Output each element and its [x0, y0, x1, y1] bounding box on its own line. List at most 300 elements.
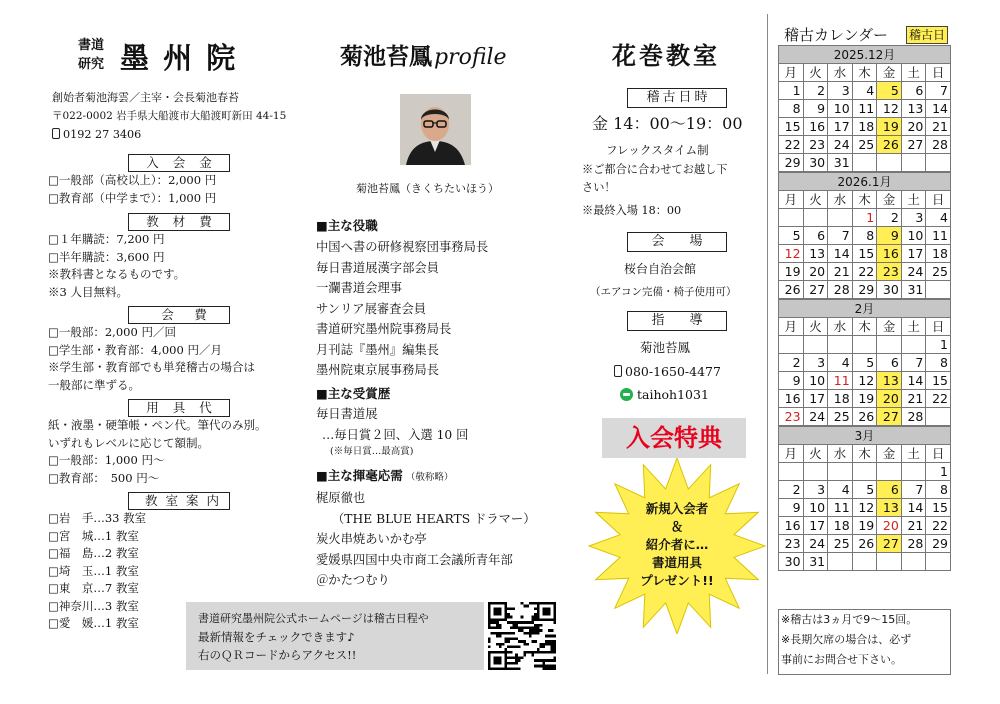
burst-line: 紹介者に… — [645, 537, 709, 552]
day-cell: 5 — [877, 82, 902, 100]
day-cell: 21 — [828, 263, 853, 281]
day-cell — [926, 553, 951, 571]
panel-divider — [767, 14, 768, 674]
perk-title: 入会特典 — [602, 418, 746, 458]
list-item: □教育部： 500 円～ — [48, 470, 160, 485]
weekday-header: 水 — [828, 445, 853, 463]
day-cell: 17 — [803, 390, 828, 408]
list-item: 書道研究墨州院事務局長 — [316, 322, 452, 336]
week-row — [779, 263, 951, 281]
list-item: □岩 手…33 教室 — [48, 511, 147, 525]
day-cell: 9 — [803, 100, 828, 118]
day-cell: 8 — [926, 354, 951, 372]
banner-text — [198, 610, 429, 664]
dues-label: 会 費 — [128, 306, 230, 324]
day-cell: 3 — [828, 82, 853, 100]
founder-line: 創始者菊池海雲／主宰・会長菊池春苔 — [52, 91, 239, 104]
weekday-header: 日 — [926, 64, 951, 82]
burst-line: 新規入会者 — [645, 501, 709, 516]
weekday-header: 日 — [926, 445, 951, 463]
day-cell: 3 — [901, 209, 926, 227]
day-cell: 12 — [779, 245, 804, 263]
day-cell — [901, 463, 926, 481]
weekday-header: 水 — [828, 191, 853, 209]
burst-line: 書道用具 — [651, 555, 702, 570]
day-cell: 17 — [901, 245, 926, 263]
day-cell — [779, 463, 804, 481]
day-cell: 14 — [901, 499, 926, 517]
day-cell: 5 — [852, 481, 877, 499]
weekday-header: 木 — [852, 64, 877, 82]
day-cell: 26 — [877, 136, 902, 154]
day-cell: 31 — [803, 553, 828, 571]
day-cell: 25 — [828, 408, 853, 426]
day-cell: 10 — [803, 499, 828, 517]
list-item: ※学生部・教育部でも単発稽古の場合は — [48, 360, 255, 374]
month-header: 2026.1月 — [778, 172, 951, 190]
list-item: □１年購読：7,200 円 — [48, 232, 165, 246]
day-cell: 14 — [926, 100, 951, 118]
works-heading — [316, 468, 453, 486]
day-cell: 20 — [901, 118, 926, 136]
day-cell — [779, 209, 804, 227]
rooms-label: 教室案内 — [128, 492, 230, 510]
day-cell: 6 — [877, 481, 902, 499]
day-cell — [828, 336, 853, 354]
list-item: ※教科書となるものです。 — [48, 267, 186, 281]
day-cell: 14 — [901, 372, 926, 390]
phone-icon — [52, 128, 60, 139]
weekday-header: 月 — [779, 445, 804, 463]
day-cell: 23 — [803, 136, 828, 154]
venue-note: （エアコン完備・椅子使用可） — [590, 286, 737, 298]
day-cell: 12 — [852, 499, 877, 517]
burst-line: ＆ — [670, 519, 684, 534]
weekday-header: 水 — [828, 318, 853, 336]
day-cell: 19 — [877, 118, 902, 136]
day-cell: 25 — [828, 535, 853, 553]
day-cell: 28 — [926, 136, 951, 154]
works-heading-text: ■主な揮毫応需 — [316, 468, 403, 483]
day-cell: 24 — [803, 535, 828, 553]
day-cell: 2 — [877, 209, 902, 227]
rooms-list — [48, 510, 146, 633]
banner-line-3: 右のＱＲコードからアクセス!! — [198, 648, 357, 662]
week-row — [779, 553, 951, 571]
weekday-header: 木 — [852, 445, 877, 463]
list-item: 墨州院東京展事務局長 — [316, 363, 439, 377]
tools-list — [48, 417, 267, 487]
school-logo — [78, 34, 278, 74]
day-cell: 4 — [926, 209, 951, 227]
day-cell: 8 — [926, 481, 951, 499]
day-cell: 29 — [779, 154, 804, 172]
banner-line-2: 最新情報をチェックできます♪ — [198, 630, 355, 644]
list-item: □埼 玉…1 教室 — [48, 563, 139, 578]
week-row — [779, 100, 951, 118]
weekday-header: 土 — [901, 445, 926, 463]
day-cell: 31 — [828, 154, 853, 172]
day-cell: 24 — [901, 263, 926, 281]
day-cell: 10 — [803, 372, 828, 390]
day-cell — [803, 463, 828, 481]
weekday-header: 月 — [779, 64, 804, 82]
list-item: 紙・液墨・硬筆帳・ペン代。筆代のみ別。 — [48, 418, 267, 432]
day-cell: 9 — [779, 499, 804, 517]
day-cell: 11 — [852, 100, 877, 118]
day-cell: 18 — [852, 118, 877, 136]
list-item: 愛媛県四国中央市商工会議所青年部 — [316, 552, 513, 567]
day-cell: 30 — [877, 281, 902, 299]
address: 〒022-0002 岩手県大船渡市大船渡町新田 44-15 — [52, 110, 287, 122]
day-cell: 15 — [926, 499, 951, 517]
day-cell: 12 — [852, 372, 877, 390]
flextime: フレックスタイム制 — [606, 143, 709, 157]
day-cell — [901, 553, 926, 571]
day-cell — [926, 154, 951, 172]
day-cell: 30 — [803, 154, 828, 172]
calendar — [778, 45, 951, 571]
day-cell: 7 — [901, 481, 926, 499]
day-cell — [803, 209, 828, 227]
list-item: □一般部（高校以上）：2,000 円 — [48, 173, 217, 187]
day-cell: 15 — [779, 118, 804, 136]
day-cell — [877, 336, 902, 354]
materials-label: 教材費 — [128, 213, 230, 231]
day-cell — [901, 336, 926, 354]
day-cell: 15 — [926, 372, 951, 390]
day-cell: 9 — [779, 372, 804, 390]
day-cell: 19 — [779, 263, 804, 281]
list-item: ※3 人目無料。 — [48, 284, 128, 299]
day-cell: 28 — [901, 408, 926, 426]
day-cell: 23 — [779, 535, 804, 553]
materials-list — [48, 231, 185, 301]
school-phone: 0192 27 3406 — [63, 128, 142, 141]
day-cell: 31 — [901, 281, 926, 299]
day-cell: 28 — [828, 281, 853, 299]
calendar-notes — [778, 609, 951, 675]
weekday-header: 月 — [779, 318, 804, 336]
legend-badge: 稽古日 — [906, 26, 948, 44]
day-cell: 24 — [803, 408, 828, 426]
weekday-header: 火 — [803, 64, 828, 82]
weekday-header: 土 — [901, 191, 926, 209]
day-cell: 3 — [803, 354, 828, 372]
day-cell: 27 — [877, 535, 902, 553]
day-cell — [877, 154, 902, 172]
day-cell: 24 — [828, 136, 853, 154]
weekday-header: 火 — [803, 191, 828, 209]
day-cell: 19 — [852, 390, 877, 408]
teacher-label: 指 導 — [627, 311, 727, 331]
week-row — [779, 82, 951, 100]
profile-name-title: 菊池苔鳳 — [340, 43, 432, 70]
day-cell: 11 — [828, 499, 853, 517]
roles-list — [316, 237, 488, 381]
weekday-header: 土 — [901, 64, 926, 82]
day-cell: 5 — [779, 227, 804, 245]
tools-label: 用具代 — [128, 399, 230, 417]
contact-phone: 080-1650-4477 — [625, 364, 721, 379]
weekday-header: 月 — [779, 191, 804, 209]
day-cell — [828, 463, 853, 481]
works-heading-note: （敬称略） — [405, 472, 454, 483]
day-cell: 2 — [779, 354, 804, 372]
line-app-icon — [620, 388, 633, 401]
note-2: ※最終入場 18：00 — [582, 204, 682, 217]
day-cell: 7 — [926, 82, 951, 100]
list-item: サンリア展審査会員 — [316, 301, 427, 316]
week-row — [779, 336, 951, 354]
weekday-header: 日 — [926, 318, 951, 336]
calendar-note: ※稽古は3ヵ月で9～15回。 — [781, 613, 918, 626]
day-cell: 14 — [828, 245, 853, 263]
calendar-note: 事前にお問合せ下さい。 — [781, 653, 902, 666]
day-cell: 4 — [828, 354, 853, 372]
venue-label: 会 場 — [627, 232, 727, 252]
award-item: 毎日書道展 — [316, 407, 378, 421]
day-cell — [877, 553, 902, 571]
day-cell: 8 — [779, 100, 804, 118]
day-cell: 17 — [828, 118, 853, 136]
day-cell: 26 — [852, 535, 877, 553]
week-row — [779, 281, 951, 299]
week-row — [779, 118, 951, 136]
day-cell: 27 — [901, 136, 926, 154]
entry-fee-list — [48, 172, 216, 207]
month-table — [778, 63, 951, 172]
week-row — [779, 463, 951, 481]
day-cell: 22 — [926, 390, 951, 408]
banner-line-1: 書道研究墨州院公式ホームページは稽古日程や — [198, 612, 429, 625]
day-cell: 3 — [803, 481, 828, 499]
day-cell: 6 — [901, 82, 926, 100]
awards-heading: ■主な受賞歴 — [316, 386, 391, 401]
day-cell: 7 — [828, 227, 853, 245]
list-item: 毎日書道展漢字部会員 — [316, 260, 439, 275]
calendar-note: ※長期欠席の場合は、必ず — [781, 633, 912, 646]
school-name: 墨 州 院 — [120, 41, 238, 75]
day-cell: 15 — [852, 245, 877, 263]
weekday-header: 土 — [901, 318, 926, 336]
class-time: 金 14：00～19：00 — [592, 114, 743, 133]
weekday-header: 火 — [803, 445, 828, 463]
dues-list — [48, 324, 255, 394]
day-cell — [852, 463, 877, 481]
works-list — [316, 488, 536, 591]
day-cell: 22 — [926, 517, 951, 535]
weekday-header: 金 — [877, 64, 902, 82]
day-cell: 18 — [828, 517, 853, 535]
mobile-phone-icon — [614, 365, 622, 377]
day-cell: 17 — [803, 517, 828, 535]
week-row — [779, 354, 951, 372]
month-table — [778, 444, 951, 571]
day-cell: 16 — [877, 245, 902, 263]
week-row — [779, 209, 951, 227]
day-cell: 4 — [828, 481, 853, 499]
day-cell — [852, 553, 877, 571]
day-cell — [877, 463, 902, 481]
month-table — [778, 190, 951, 299]
day-cell: 29 — [852, 281, 877, 299]
weekday-header: 金 — [877, 191, 902, 209]
day-cell: 1 — [926, 336, 951, 354]
day-cell: 10 — [828, 100, 853, 118]
week-row — [779, 535, 951, 553]
day-cell: 13 — [877, 372, 902, 390]
day-cell: 1 — [852, 209, 877, 227]
day-cell: 13 — [877, 499, 902, 517]
day-cell: 18 — [926, 245, 951, 263]
list-item: □福 島…2 教室 — [48, 546, 139, 560]
week-row — [779, 499, 951, 517]
day-cell: 22 — [852, 263, 877, 281]
roles-heading: ■主な役職 — [316, 218, 378, 233]
weekday-header: 金 — [877, 445, 902, 463]
month-header: 2025.12月 — [778, 45, 951, 63]
week-row — [779, 517, 951, 535]
entry-fee-label: 入会金 — [128, 154, 230, 172]
day-cell: 2 — [779, 481, 804, 499]
present-burst — [586, 458, 768, 634]
weekday-header: 木 — [852, 191, 877, 209]
day-cell: 5 — [852, 354, 877, 372]
day-cell: 25 — [926, 263, 951, 281]
phone-row — [52, 127, 141, 143]
day-cell: 28 — [901, 535, 926, 553]
day-cell — [852, 154, 877, 172]
day-cell: 11 — [926, 227, 951, 245]
day-cell: 6 — [877, 354, 902, 372]
day-cell: 8 — [852, 227, 877, 245]
list-item: 中国へ書の研修視察団事務局長 — [316, 240, 489, 254]
day-cell: 30 — [779, 553, 804, 571]
day-cell: 7 — [901, 354, 926, 372]
day-cell: 20 — [803, 263, 828, 281]
burst-line: プレゼント!! — [640, 573, 714, 588]
day-cell — [779, 336, 804, 354]
list-item: □愛 媛…1 教室 — [48, 616, 139, 630]
teacher-name: 菊池苔鳳 — [640, 340, 691, 355]
day-cell: 4 — [852, 82, 877, 100]
day-cell: 22 — [779, 136, 804, 154]
day-cell: 18 — [828, 390, 853, 408]
day-cell — [828, 553, 853, 571]
note-1: ※ご都合に合わせてお越し下 — [582, 163, 728, 176]
week-row — [779, 136, 951, 154]
day-cell: 21 — [926, 118, 951, 136]
month-table — [778, 317, 951, 426]
logo-small-1: 書道 — [78, 38, 105, 53]
day-cell: 1 — [926, 463, 951, 481]
weekday-header: 木 — [852, 318, 877, 336]
month-header: 2月 — [778, 299, 951, 317]
day-cell: 26 — [852, 408, 877, 426]
list-item: □教育部（中学まで）：1,000 円 — [48, 190, 217, 205]
day-cell: 20 — [877, 517, 902, 535]
calendar-title: 稽古カレンダー — [784, 26, 889, 44]
day-cell: 13 — [803, 245, 828, 263]
week-row — [779, 372, 951, 390]
day-cell: 1 — [779, 82, 804, 100]
week-row — [779, 481, 951, 499]
list-item: □学生部・教育部：4,000 円／月 — [48, 342, 222, 357]
list-item: □一般部：2,000 円／回 — [48, 325, 176, 339]
day-cell — [852, 336, 877, 354]
profile-title-suffix: profile — [434, 45, 507, 70]
weekday-header: 日 — [926, 191, 951, 209]
day-cell: 25 — [852, 136, 877, 154]
day-cell — [926, 281, 951, 299]
day-cell: 2 — [803, 82, 828, 100]
day-cell: 23 — [779, 408, 804, 426]
week-row — [779, 408, 951, 426]
list-item: 梶原徹也 — [316, 491, 366, 505]
line-id-row — [620, 387, 709, 403]
day-cell: 27 — [877, 408, 902, 426]
day-cell — [828, 209, 853, 227]
day-cell: 21 — [901, 517, 926, 535]
day-cell: 6 — [803, 227, 828, 245]
weekday-header: 火 — [803, 318, 828, 336]
award-note: (※毎日賞…最高賞) — [330, 446, 414, 457]
day-cell: 16 — [779, 390, 804, 408]
logo-small-2: 研究 — [78, 57, 105, 72]
day-cell: 23 — [877, 263, 902, 281]
list-item: □東 京…7 教室 — [48, 581, 139, 595]
day-cell — [926, 408, 951, 426]
class-title: 花巻教室 — [612, 41, 720, 70]
day-cell: 11 — [828, 372, 853, 390]
list-item: ＠かたつむり — [316, 573, 390, 587]
day-cell: 16 — [803, 118, 828, 136]
list-item: □半年購読：3,600 円 — [48, 249, 165, 264]
day-cell: 21 — [901, 390, 926, 408]
day-cell: 12 — [877, 100, 902, 118]
portrait-photo — [400, 94, 471, 165]
list-item: □宮 城…1 教室 — [48, 528, 139, 543]
time-label: 稽古日時 — [627, 88, 727, 108]
day-cell: 16 — [779, 517, 804, 535]
list-item: （THE BLUE HEARTS ドラマー） — [332, 511, 536, 526]
list-item: 炭火串焼あいかむ亭 — [316, 532, 427, 546]
day-cell: 27 — [803, 281, 828, 299]
award-detail: …毎日賞２回、入選 10 回 — [322, 428, 469, 442]
qr-code[interactable] — [488, 602, 556, 670]
list-item: □神奈川…3 教室 — [48, 598, 139, 613]
week-row — [779, 390, 951, 408]
list-item: いずれもレベルに応じて額制。 — [48, 435, 209, 450]
day-cell: 29 — [926, 535, 951, 553]
profile-title — [340, 38, 507, 71]
day-cell: 9 — [877, 227, 902, 245]
weekday-header: 水 — [828, 64, 853, 82]
week-row — [779, 227, 951, 245]
portrait-caption: 菊池苔鳳（きくちたいほう） — [356, 182, 499, 195]
day-cell: 26 — [779, 281, 804, 299]
day-cell — [803, 336, 828, 354]
day-cell — [901, 154, 926, 172]
list-item: □一般部：1,000 円～ — [48, 453, 165, 467]
list-item: 一般部に準ずる。 — [48, 377, 140, 392]
line-id: taihoh1031 — [637, 387, 709, 402]
day-cell: 19 — [852, 517, 877, 535]
month-header: 3月 — [778, 426, 951, 444]
note-1b: さい！ — [582, 181, 616, 194]
week-row — [779, 245, 951, 263]
